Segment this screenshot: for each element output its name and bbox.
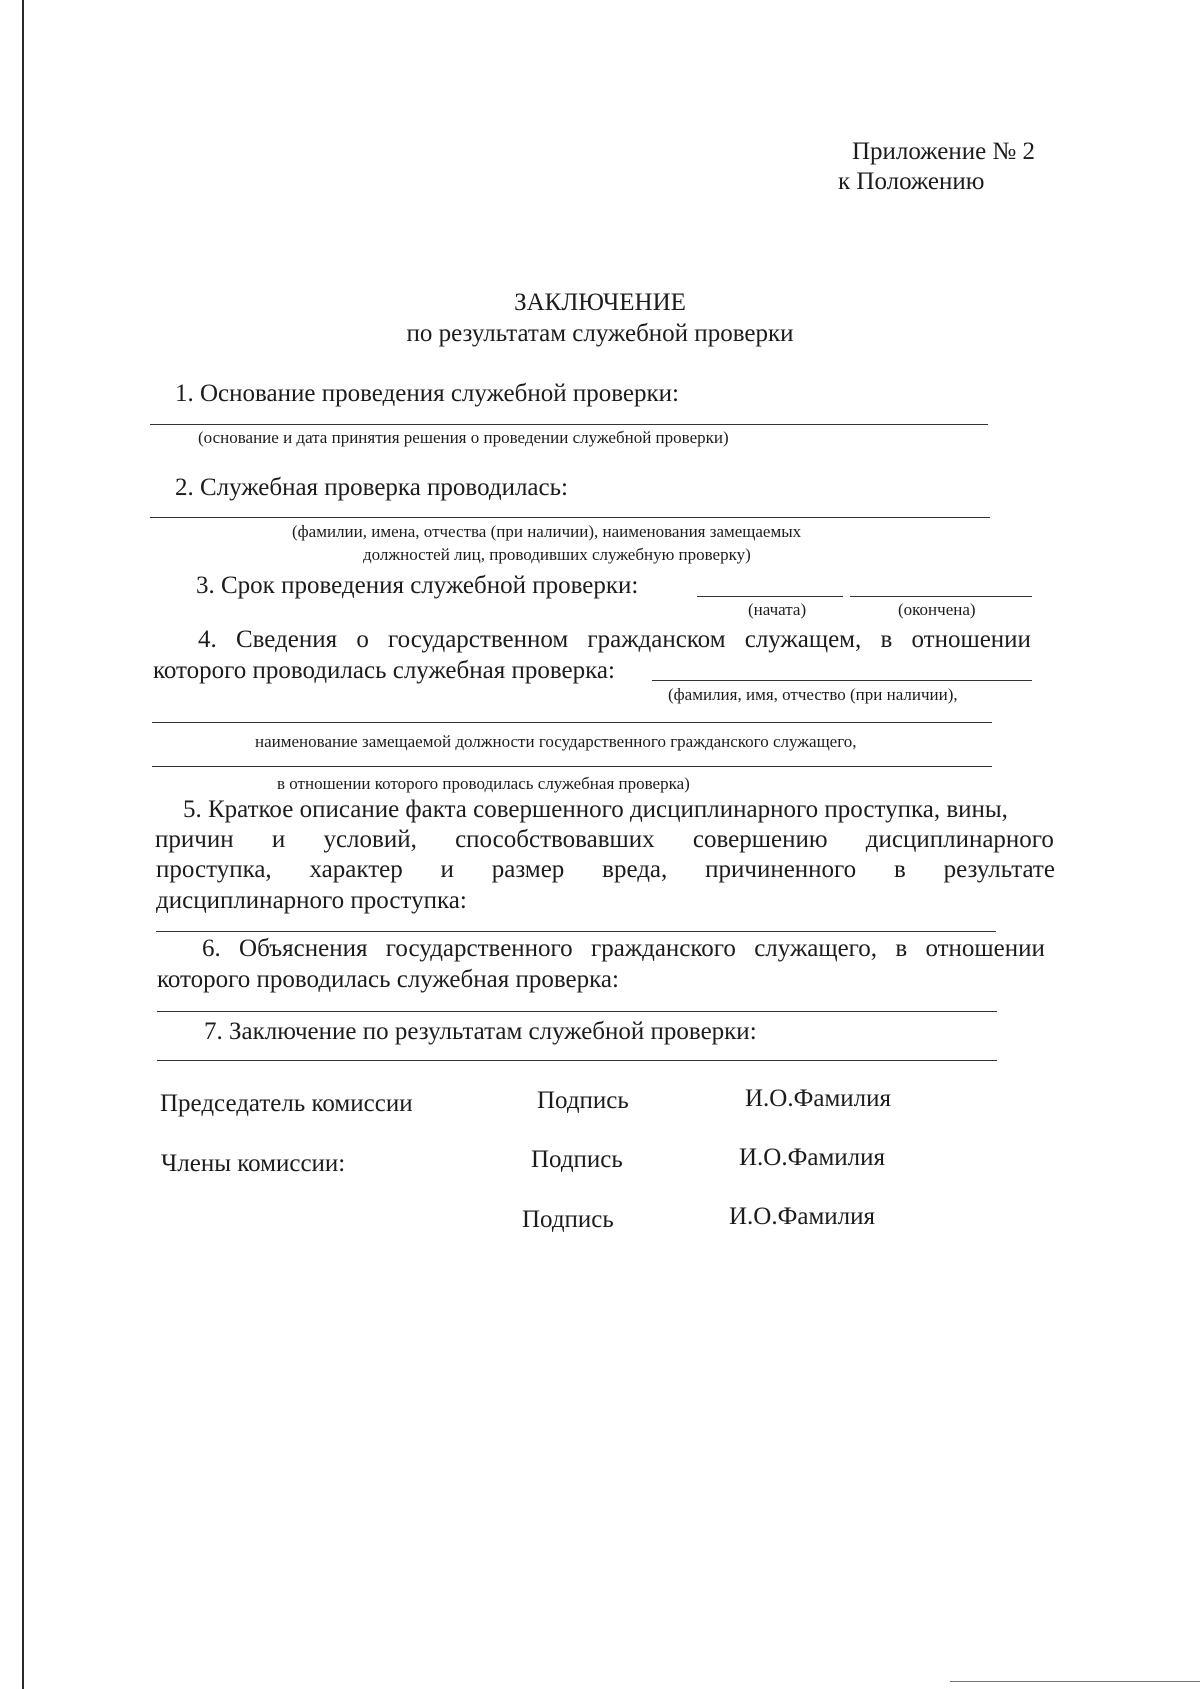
section-4-hint-2: наименование замещаемой должности государственного гражданского служащего, xyxy=(255,732,857,751)
word: условий, xyxy=(323,826,417,853)
chairman-signature: Подпись xyxy=(537,1087,629,1114)
word: совершению xyxy=(692,826,828,853)
word: государственном xyxy=(388,626,569,653)
word: способствовавших xyxy=(455,826,655,853)
section-1-heading: 1. Основание проведения служебной проверки: xyxy=(175,380,679,407)
word: вреда, xyxy=(602,856,668,883)
word: и xyxy=(440,856,454,883)
section-6-fill-line[interactable] xyxy=(157,1011,997,1012)
section-5-line-2 xyxy=(155,826,1054,854)
word: 4. xyxy=(198,626,217,653)
document-subtitle: по результатам служебной проверки xyxy=(406,320,794,347)
section-5-fill-line[interactable] xyxy=(156,931,996,932)
member-1-signature: Подпись xyxy=(531,1146,623,1173)
section-2-hint-1: (фамилии, имена, отчества (при наличии), наименования замещаемых xyxy=(292,522,802,541)
members-label: Члены комиссии: xyxy=(161,1150,346,1177)
section-4-fill-line-1[interactable] xyxy=(652,680,1032,681)
member-2-name: И.О.Фамилия xyxy=(729,1203,876,1230)
section-7-heading: 7. Заключение по результатам служебной проверки: xyxy=(204,1018,757,1045)
word: размер xyxy=(491,856,565,883)
end-date-line[interactable] xyxy=(850,596,1032,597)
word: гражданского xyxy=(590,935,736,962)
section-4-fill-line-2[interactable] xyxy=(152,722,992,723)
end-date-label: (окончена) xyxy=(898,600,976,619)
section-3-heading: 3. Срок проведения служебной проверки: xyxy=(196,572,639,599)
word: о xyxy=(356,626,369,653)
word: и xyxy=(271,826,286,853)
word: результате xyxy=(943,856,1055,883)
chairman-name: И.О.Фамилия xyxy=(745,1085,892,1112)
section-2-fill-line[interactable] xyxy=(150,517,990,518)
section-6-line-1 xyxy=(202,935,1045,963)
word: характер xyxy=(309,856,403,883)
section-5-line-1: 5. Краткое описание факта совершенного дисциплинарного проступка, вины, xyxy=(183,796,1008,823)
chairman-label: Председатель комиссии xyxy=(160,1090,413,1117)
word: гражданском xyxy=(587,626,726,653)
section-4-hint-1: (фамилия, имя, отчество (при наличии), xyxy=(668,685,958,704)
section-4-fill-line-3[interactable] xyxy=(152,766,992,767)
section-5-line-3 xyxy=(156,856,1055,884)
scan-bottom-edge xyxy=(950,1681,1200,1682)
section-1-hint: (основание и дата принятия решения о проведении служебной проверки) xyxy=(198,428,729,447)
word: в xyxy=(895,935,908,962)
scan-left-edge xyxy=(22,0,24,1689)
word: причин xyxy=(155,826,234,853)
start-date-label: (начата) xyxy=(748,600,807,619)
appendix-number: Приложение № 2 xyxy=(852,138,1036,165)
word: в xyxy=(894,856,906,883)
appendix-to-regulation: к Положению xyxy=(838,168,985,195)
section-2-heading: 2. Служебная проверка проводилась: xyxy=(175,474,568,501)
document-title: ЗАКЛЮЧЕНИЕ xyxy=(514,289,686,316)
word: служащем, xyxy=(744,626,862,653)
word: Объяснения xyxy=(239,935,368,962)
section-7-fill-line[interactable] xyxy=(157,1060,997,1061)
section-2-hint-2: должностей лиц, проводивших служебную проверку) xyxy=(363,545,751,564)
word: в xyxy=(880,626,893,653)
word: причиненного xyxy=(705,856,857,883)
word: отношении xyxy=(911,626,1031,653)
word: государственного xyxy=(385,935,573,962)
section-4-hint-3: в отношении которого проводилась служебная проверка) xyxy=(277,774,690,793)
section-6-line-2: которого проводилась служебная проверка: xyxy=(157,966,619,993)
section-5-line-4: дисциплинарного проступка: xyxy=(156,887,467,914)
section-4-line-2: которого проводилась служебная проверка: xyxy=(153,657,615,684)
section-4-line-1 xyxy=(198,626,1031,654)
word: отношении xyxy=(925,935,1045,962)
word: Сведения xyxy=(235,626,338,653)
start-date-line[interactable] xyxy=(697,596,843,597)
member-2-signature: Подпись xyxy=(522,1206,614,1233)
member-1-name: И.О.Фамилия xyxy=(739,1144,886,1171)
word: служащего, xyxy=(754,935,878,962)
word: проступка, xyxy=(156,856,272,883)
word: 6. xyxy=(202,935,221,962)
section-1-fill-line[interactable] xyxy=(150,424,988,425)
word: дисциплинарного xyxy=(865,826,1054,853)
